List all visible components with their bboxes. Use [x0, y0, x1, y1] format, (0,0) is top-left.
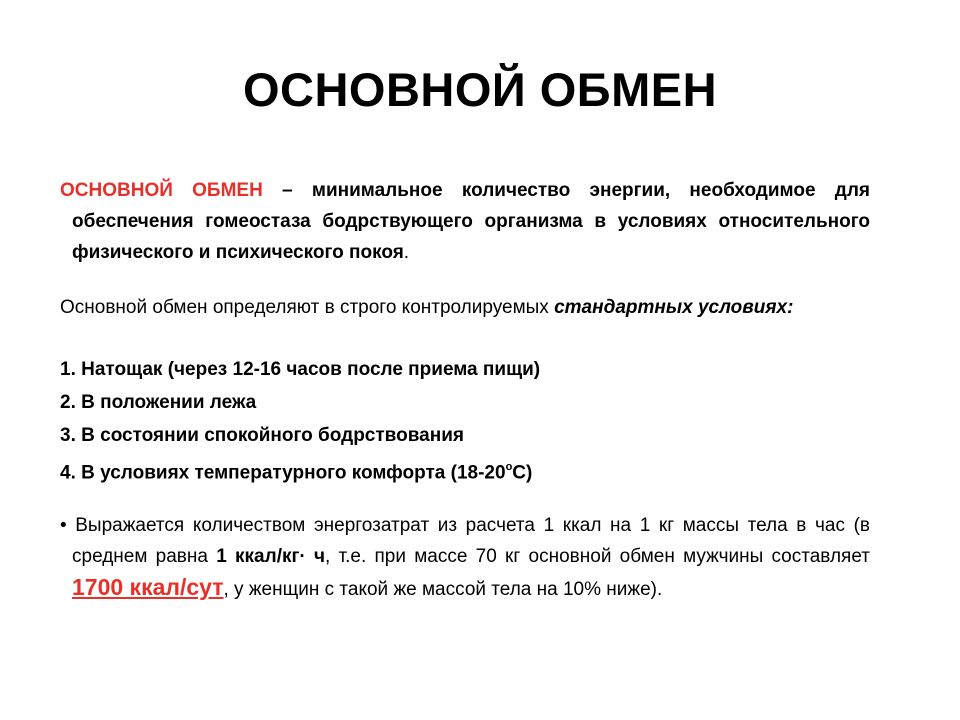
intro-text: Основной обмен определяют в строго контролируемых [60, 297, 555, 318]
definition-term: ОСНОВНОЙ ОБМЕН [60, 180, 263, 201]
note-highlight-value: 1700 ккал/сут [72, 574, 224, 600]
definition-text: – минимальное количество энергии, необходимое для обеспечения гомеостаза бодрствующего организма в условиях относительного физического и психического покоя [72, 180, 870, 263]
condition-text: 4. В условиях температурного комфорта (18-20 [60, 462, 506, 484]
condition-tail: С) [512, 462, 533, 484]
note-part-3: , у женщин с такой же массой тела на 10% ниже). [223, 579, 663, 600]
note-paragraph [60, 510, 870, 605]
condition-item: 2. В положении лежа [60, 392, 257, 413]
condition-item: 3. В состоянии спокойного бодрствования [60, 425, 464, 446]
intro-emphasis: стандартных условиях: [554, 297, 794, 318]
conditions-list [60, 353, 540, 489]
slide-title: ОСНОВНОЙ ОБМЕН [242, 63, 718, 116]
bullet-icon: • [60, 515, 67, 536]
note-part-2: , т.е. при массе 70 кг основной обмен мужчины составляет [325, 546, 870, 567]
definition-paragraph [60, 175, 870, 268]
degree-sign: o [505, 461, 513, 473]
note-part-1: Выражается количеством энергозатрат из расчета 1 ккал на 1 кг массы тела в час (в среднем равна [66, 515, 870, 567]
note-bold-rate: 1 ккал/кг· ч [216, 546, 325, 567]
condition-item [60, 452, 540, 489]
intro-paragraph [60, 292, 870, 323]
condition-item: 1. Натощак (через 12-16 часов после приема пищи) [60, 359, 541, 380]
definition-end: . [403, 242, 410, 263]
